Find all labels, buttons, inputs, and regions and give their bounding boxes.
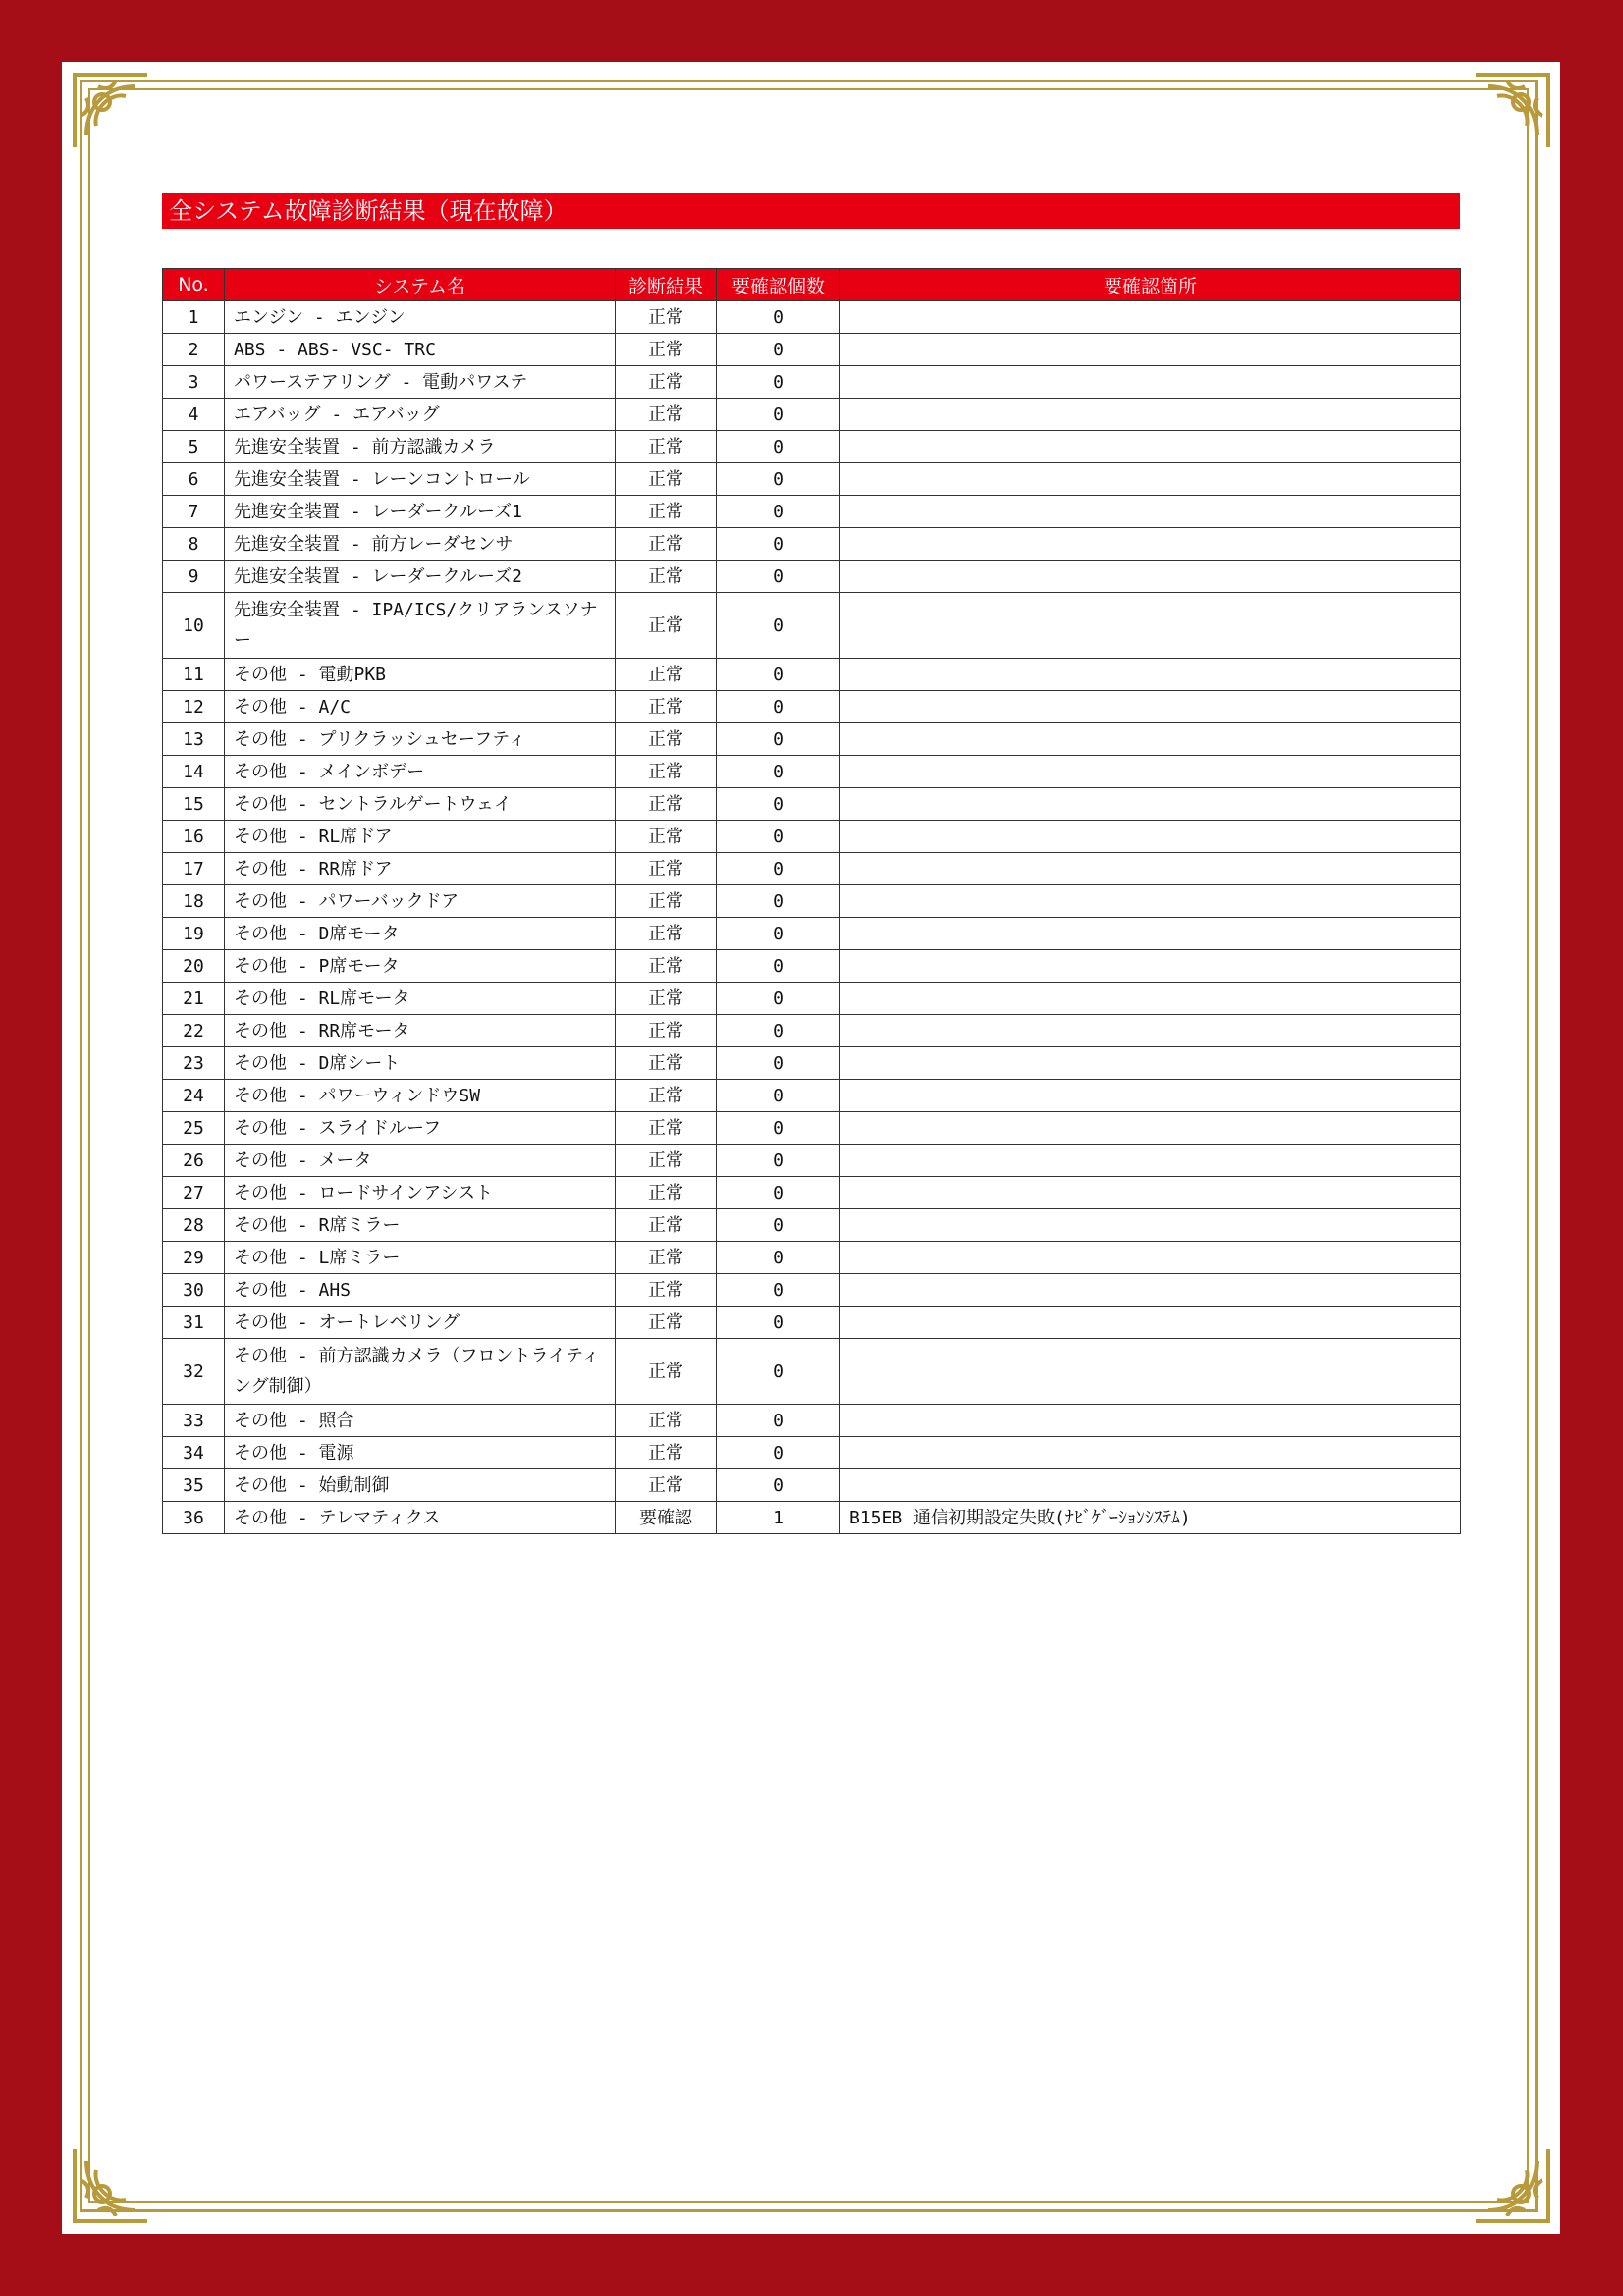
row-check-location	[840, 1145, 1461, 1177]
table-row	[163, 334, 1461, 366]
row-no: 18	[163, 885, 225, 918]
row-no: 9	[163, 561, 225, 593]
row-no: 24	[163, 1080, 225, 1112]
row-system-name: その他 - テレマティクス	[225, 1502, 616, 1534]
row-system-name: 先進安全装置 - レーダークルーズ2	[225, 561, 616, 593]
row-system-name: その他 - オートレベリング	[225, 1307, 616, 1339]
row-check-count: 0	[717, 1307, 840, 1339]
row-check-count: 0	[717, 561, 840, 593]
row-check-location	[840, 853, 1461, 885]
row-no: 11	[163, 659, 225, 691]
table-row	[163, 1469, 1461, 1502]
row-check-count: 0	[717, 950, 840, 983]
table-row	[163, 1177, 1461, 1209]
row-check-location	[840, 561, 1461, 593]
header-result: 診断結果	[616, 269, 717, 301]
row-system-name: その他 - 始動制御	[225, 1469, 616, 1502]
row-result: 正常	[616, 821, 717, 853]
row-system-name: 先進安全装置 - 前方レーダセンサ	[225, 528, 616, 561]
row-result: 正常	[616, 1437, 717, 1469]
row-system-name: その他 - メインボデー	[225, 756, 616, 788]
row-result: 正常	[616, 1047, 717, 1080]
table-row	[163, 1307, 1461, 1339]
row-result: 正常	[616, 366, 717, 399]
row-check-count: 0	[717, 918, 840, 950]
row-check-location	[840, 1307, 1461, 1339]
table-row	[163, 885, 1461, 918]
table-row	[163, 723, 1461, 756]
row-system-name: その他 - スライドルーフ	[225, 1112, 616, 1145]
row-result: 正常	[616, 399, 717, 431]
row-check-count: 0	[717, 1145, 840, 1177]
corner-ornament-icon	[1468, 2141, 1556, 2229]
row-system-name: その他 - RR席ドア	[225, 853, 616, 885]
row-check-location	[840, 463, 1461, 496]
table-row	[163, 756, 1461, 788]
row-check-count: 0	[717, 366, 840, 399]
row-check-count: 0	[717, 334, 840, 366]
row-system-name: その他 - メータ	[225, 1145, 616, 1177]
table-row	[163, 821, 1461, 853]
row-result: 正常	[616, 561, 717, 593]
row-no: 13	[163, 723, 225, 756]
row-check-location	[840, 1015, 1461, 1047]
row-check-count: 0	[717, 1080, 840, 1112]
row-system-name: その他 - L席ミラー	[225, 1242, 616, 1274]
row-check-count: 0	[717, 1437, 840, 1469]
table-header-row	[163, 269, 1461, 301]
row-system-name: 先進安全装置 - IPA/ICS/クリアランスソナー	[225, 593, 616, 659]
row-result: 正常	[616, 1209, 717, 1242]
table-row	[163, 1145, 1461, 1177]
row-result: 正常	[616, 431, 717, 463]
row-check-count: 0	[717, 463, 840, 496]
row-system-name: その他 - AHS	[225, 1274, 616, 1307]
row-no: 27	[163, 1177, 225, 1209]
row-no: 29	[163, 1242, 225, 1274]
row-result: 正常	[616, 950, 717, 983]
row-check-location	[840, 983, 1461, 1015]
page-title: 全システム故障診断結果（現在故障）	[162, 193, 1460, 229]
table-row	[163, 691, 1461, 723]
row-result: 要確認	[616, 1502, 717, 1534]
row-check-location	[840, 1469, 1461, 1502]
row-no: 20	[163, 950, 225, 983]
row-check-location	[840, 1047, 1461, 1080]
row-system-name: その他 - D席シート	[225, 1047, 616, 1080]
row-result: 正常	[616, 788, 717, 821]
row-no: 12	[163, 691, 225, 723]
row-system-name: その他 - A/C	[225, 691, 616, 723]
row-result: 正常	[616, 983, 717, 1015]
row-check-count: 0	[717, 1209, 840, 1242]
row-check-location	[840, 1437, 1461, 1469]
row-system-name: その他 - 照合	[225, 1405, 616, 1437]
row-result: 正常	[616, 1274, 717, 1307]
row-check-location	[840, 1209, 1461, 1242]
row-result: 正常	[616, 723, 717, 756]
row-no: 16	[163, 821, 225, 853]
row-result: 正常	[616, 1080, 717, 1112]
row-check-count: 1	[717, 1502, 840, 1534]
row-result: 正常	[616, 1177, 717, 1209]
table-row	[163, 1274, 1461, 1307]
row-check-count: 0	[717, 723, 840, 756]
table-row	[163, 1047, 1461, 1080]
table-row	[163, 918, 1461, 950]
row-check-count: 0	[717, 853, 840, 885]
row-result: 正常	[616, 463, 717, 496]
row-result: 正常	[616, 1339, 717, 1405]
corner-ornament-icon	[67, 67, 155, 155]
corner-ornament-icon	[1468, 67, 1556, 155]
row-system-name: その他 - R席ミラー	[225, 1209, 616, 1242]
row-check-location	[840, 1339, 1461, 1405]
row-no: 22	[163, 1015, 225, 1047]
row-check-location	[840, 528, 1461, 561]
row-system-name: その他 - パワーバックドア	[225, 885, 616, 918]
row-no: 30	[163, 1274, 225, 1307]
row-check-location	[840, 1080, 1461, 1112]
table-row	[163, 1080, 1461, 1112]
row-check-count: 0	[717, 399, 840, 431]
row-check-location	[840, 1405, 1461, 1437]
row-system-name: その他 - 電動PKB	[225, 659, 616, 691]
row-no: 36	[163, 1502, 225, 1534]
row-check-count: 0	[717, 1112, 840, 1145]
row-check-count: 0	[717, 788, 840, 821]
row-check-location	[840, 821, 1461, 853]
row-no: 8	[163, 528, 225, 561]
row-no: 17	[163, 853, 225, 885]
row-result: 正常	[616, 918, 717, 950]
row-no: 2	[163, 334, 225, 366]
row-check-location	[840, 334, 1461, 366]
row-check-count: 0	[717, 1242, 840, 1274]
row-result: 正常	[616, 301, 717, 334]
row-system-name: その他 - 前方認識カメラ（フロントライティング制御）	[225, 1339, 616, 1405]
row-check-location	[840, 301, 1461, 334]
row-result: 正常	[616, 853, 717, 885]
table-row	[163, 1437, 1461, 1469]
row-no: 7	[163, 496, 225, 528]
header-no: No.	[163, 269, 225, 301]
header-check-location: 要確認箇所	[840, 269, 1461, 301]
row-check-location	[840, 496, 1461, 528]
corner-ornament-icon	[67, 2141, 155, 2229]
row-no: 34	[163, 1437, 225, 1469]
row-check-count: 0	[717, 821, 840, 853]
row-result: 正常	[616, 1112, 717, 1145]
row-no: 19	[163, 918, 225, 950]
row-check-count: 0	[717, 691, 840, 723]
table-row	[163, 983, 1461, 1015]
row-check-location	[840, 1274, 1461, 1307]
row-system-name: その他 - P席モータ	[225, 950, 616, 983]
row-no: 21	[163, 983, 225, 1015]
row-check-count: 0	[717, 983, 840, 1015]
table-row	[163, 950, 1461, 983]
table-row	[163, 1112, 1461, 1145]
row-no: 4	[163, 399, 225, 431]
row-check-location	[840, 756, 1461, 788]
row-check-location	[840, 659, 1461, 691]
table-row	[163, 528, 1461, 561]
row-result: 正常	[616, 1307, 717, 1339]
row-check-location	[840, 885, 1461, 918]
row-no: 15	[163, 788, 225, 821]
row-check-count: 0	[717, 1405, 840, 1437]
row-check-location	[840, 918, 1461, 950]
row-check-location	[840, 431, 1461, 463]
row-no: 26	[163, 1145, 225, 1177]
row-check-count: 0	[717, 431, 840, 463]
row-result: 正常	[616, 1015, 717, 1047]
row-check-location	[840, 1112, 1461, 1145]
row-check-count: 0	[717, 1469, 840, 1502]
header-check-count: 要確認個数	[717, 269, 840, 301]
row-no: 14	[163, 756, 225, 788]
row-result: 正常	[616, 496, 717, 528]
table-row	[163, 1015, 1461, 1047]
row-system-name: その他 - プリクラッシュセーフティ	[225, 723, 616, 756]
row-system-name: エアバッグ - エアバッグ	[225, 399, 616, 431]
row-result: 正常	[616, 885, 717, 918]
row-check-location	[840, 1242, 1461, 1274]
row-no: 32	[163, 1339, 225, 1405]
row-check-location	[840, 723, 1461, 756]
row-system-name: その他 - RL席ドア	[225, 821, 616, 853]
row-system-name: ABS - ABS- VSC- TRC	[225, 334, 616, 366]
row-check-count: 0	[717, 496, 840, 528]
row-check-count: 0	[717, 1274, 840, 1307]
row-check-location	[840, 1177, 1461, 1209]
row-no: 1	[163, 301, 225, 334]
row-result: 正常	[616, 756, 717, 788]
row-no: 5	[163, 431, 225, 463]
table-row	[163, 366, 1461, 399]
table-row	[163, 593, 1461, 659]
row-check-count: 0	[717, 756, 840, 788]
row-check-location	[840, 593, 1461, 659]
row-system-name: その他 - RR席モータ	[225, 1015, 616, 1047]
row-result: 正常	[616, 1145, 717, 1177]
row-system-name: その他 - 電源	[225, 1437, 616, 1469]
row-system-name: 先進安全装置 - 前方認識カメラ	[225, 431, 616, 463]
row-check-location	[840, 691, 1461, 723]
row-result: 正常	[616, 528, 717, 561]
row-check-location	[840, 399, 1461, 431]
row-no: 35	[163, 1469, 225, 1502]
row-check-count: 0	[717, 885, 840, 918]
table-row	[163, 496, 1461, 528]
row-no: 23	[163, 1047, 225, 1080]
row-check-count: 0	[717, 1177, 840, 1209]
row-check-count: 0	[717, 659, 840, 691]
row-result: 正常	[616, 659, 717, 691]
row-system-name: エンジン - エンジン	[225, 301, 616, 334]
row-system-name: 先進安全装置 - レーダークルーズ1	[225, 496, 616, 528]
row-system-name: その他 - ロードサインアシスト	[225, 1177, 616, 1209]
table-row	[163, 1209, 1461, 1242]
row-result: 正常	[616, 1469, 717, 1502]
table-row	[163, 399, 1461, 431]
row-check-count: 0	[717, 1047, 840, 1080]
row-check-location	[840, 366, 1461, 399]
row-system-name: その他 - RL席モータ	[225, 983, 616, 1015]
row-no: 6	[163, 463, 225, 496]
row-system-name: その他 - パワーウィンドウSW	[225, 1080, 616, 1112]
row-system-name: その他 - セントラルゲートウェイ	[225, 788, 616, 821]
table-row	[163, 301, 1461, 334]
table-row	[163, 659, 1461, 691]
row-system-name: その他 - D席モータ	[225, 918, 616, 950]
row-check-location	[840, 950, 1461, 983]
row-no: 25	[163, 1112, 225, 1145]
table-row	[163, 431, 1461, 463]
table-row	[163, 788, 1461, 821]
row-result: 正常	[616, 1242, 717, 1274]
row-no: 33	[163, 1405, 225, 1437]
table-row	[163, 853, 1461, 885]
row-no: 31	[163, 1307, 225, 1339]
row-no: 28	[163, 1209, 225, 1242]
row-check-count: 0	[717, 528, 840, 561]
header-system-name: システム名	[225, 269, 616, 301]
row-no: 10	[163, 593, 225, 659]
row-check-location	[840, 788, 1461, 821]
row-check-count: 0	[717, 1339, 840, 1405]
diagnosis-table	[162, 268, 1461, 1534]
row-no: 3	[163, 366, 225, 399]
table-row	[163, 1405, 1461, 1437]
row-result: 正常	[616, 334, 717, 366]
table-row	[163, 1242, 1461, 1274]
table-row	[163, 561, 1461, 593]
table-row	[163, 1502, 1461, 1534]
row-system-name: パワーステアリング - 電動パワステ	[225, 366, 616, 399]
row-check-count: 0	[717, 301, 840, 334]
row-result: 正常	[616, 1405, 717, 1437]
row-result: 正常	[616, 593, 717, 659]
row-result: 正常	[616, 691, 717, 723]
row-check-count: 0	[717, 1015, 840, 1047]
table-row	[163, 1339, 1461, 1405]
table-row	[163, 463, 1461, 496]
row-system-name: 先進安全装置 - レーンコントロール	[225, 463, 616, 496]
row-check-count: 0	[717, 593, 840, 659]
row-check-location: B15EB 通信初期設定失敗(ﾅﾋﾞｹﾞｰｼｮﾝｼｽﾃﾑ)	[840, 1502, 1461, 1534]
